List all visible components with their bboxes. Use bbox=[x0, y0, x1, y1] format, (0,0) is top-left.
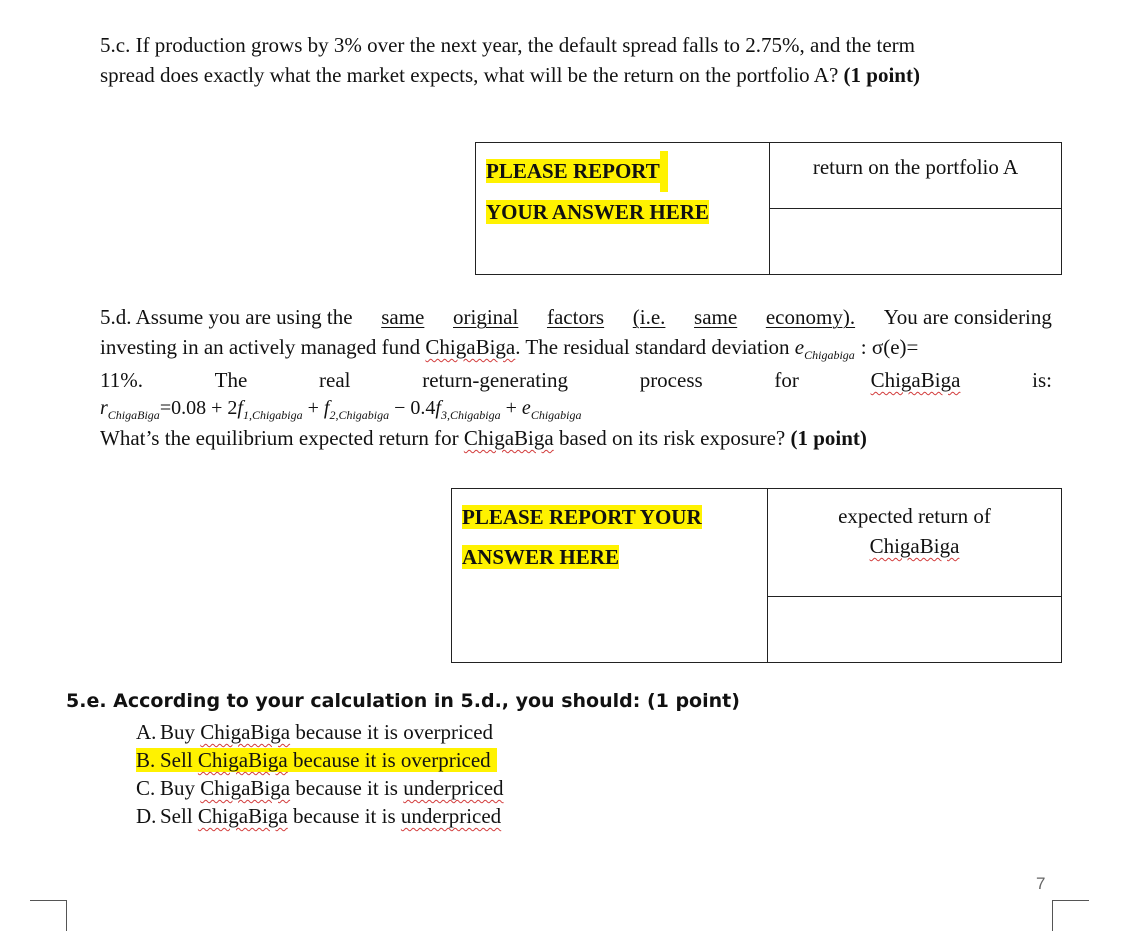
options-5e bbox=[136, 718, 504, 830]
report-cell-5c bbox=[476, 143, 770, 275]
question-5d-line3 bbox=[100, 365, 1052, 395]
option-verb: Buy bbox=[160, 720, 196, 744]
q5d-text-2: You are considering bbox=[883, 305, 1052, 329]
option-text: because it is bbox=[295, 776, 398, 800]
q5d-line3-word: process bbox=[639, 368, 703, 392]
q5d-original: original bbox=[453, 305, 519, 329]
q5d-question-text: What’s the equilibrium expected return for bbox=[100, 426, 459, 450]
question-5c-line2 bbox=[100, 60, 1060, 90]
q5d-line3-word: return-generating bbox=[422, 368, 568, 392]
q5d-residual-e-sub: Chigabiga bbox=[804, 348, 855, 362]
answer-box-5d bbox=[451, 488, 1062, 663]
q5d-same: same bbox=[381, 305, 425, 329]
option-a[interactable] bbox=[136, 718, 504, 746]
option-d[interactable] bbox=[136, 802, 504, 830]
formula-f3: f bbox=[435, 397, 441, 419]
report-label-5c bbox=[486, 151, 769, 233]
header-cell-5c: return on the portfolio A bbox=[770, 143, 1062, 209]
answer-input-cell-5d[interactable] bbox=[768, 597, 1062, 663]
formula-plus2: + bbox=[500, 397, 522, 419]
q5d-ie: (i.e. bbox=[632, 305, 666, 329]
report-line1-5c: PLEASE REPORT bbox=[486, 159, 660, 183]
q5d-line2-text-b: . The residual standard deviation bbox=[515, 335, 790, 359]
q5d-text-1: 5.d. Assume you are using the bbox=[100, 305, 353, 329]
page-number: 7 bbox=[1036, 874, 1046, 893]
option-verb: Sell bbox=[160, 748, 193, 772]
header-5d-line2: ChigaBiga bbox=[869, 534, 960, 558]
question-5c-line1: 5.c. If production grows by 3% over the next year, the default spread falls to 2.75%, and the term bbox=[100, 33, 915, 57]
formula-plus1: + bbox=[302, 397, 324, 419]
header-5d-line1: expected return of bbox=[838, 504, 991, 528]
q5d-sigma: : σ(e)= bbox=[860, 335, 919, 359]
q5d-economy: economy). bbox=[765, 305, 856, 329]
q5d-line2-text: investing in an actively managed fund bbox=[100, 335, 421, 359]
formula bbox=[100, 395, 1060, 423]
header-cell-5d bbox=[768, 489, 1062, 597]
question-5d bbox=[100, 302, 1060, 453]
q5d-residual-e: e bbox=[794, 335, 805, 359]
question-5d-line1 bbox=[100, 302, 1052, 332]
option-underpriced: underpriced bbox=[400, 804, 502, 828]
formula-e-sub: Chigabiga bbox=[530, 408, 582, 422]
question-5c-line2-text: spread does exactly what the market expects, what will be the return on the portfolio A? bbox=[100, 63, 839, 87]
q5d-line3-word: is: bbox=[1032, 368, 1052, 392]
q5d-line3-word: ChigaBiga bbox=[870, 368, 961, 392]
answer-box-5c bbox=[475, 142, 1062, 275]
question-5d-line2 bbox=[100, 332, 1052, 365]
option-text: because it is bbox=[293, 804, 396, 828]
question-5d-line5 bbox=[100, 423, 1060, 453]
question-5e: 5.e. According to your calculation in 5.d., you should: (1 point) bbox=[66, 690, 740, 712]
option-letter: C. bbox=[136, 776, 156, 800]
q5d-question-text-b: based on its risk exposure? bbox=[558, 426, 786, 450]
option-c[interactable] bbox=[136, 774, 504, 802]
q5d-line3-word: real bbox=[319, 368, 351, 392]
formula-r: r bbox=[100, 397, 108, 419]
option-fund: ChigaBiga bbox=[197, 748, 288, 772]
report-label-5d bbox=[462, 497, 767, 577]
option-letter: B. bbox=[136, 748, 156, 772]
report-line1-5d: PLEASE REPORT YOUR bbox=[462, 505, 702, 529]
report-line2-5c: YOUR ANSWER HERE bbox=[486, 200, 709, 224]
formula-f3-sub: 3,Chigabiga bbox=[440, 408, 501, 422]
formula-f2-sub: 2,Chigabiga bbox=[329, 408, 390, 422]
option-underpriced: underpriced bbox=[403, 776, 504, 800]
option-b[interactable] bbox=[136, 746, 504, 774]
question-5d-points: (1 point) bbox=[790, 426, 867, 450]
formula-minus: − 0.4 bbox=[389, 397, 436, 419]
formula-eq: =0.08 + 2 bbox=[159, 397, 238, 419]
q5d-line3-word: for bbox=[774, 368, 799, 392]
option-fund: ChigaBiga bbox=[197, 804, 288, 828]
option-letter: D. bbox=[136, 804, 157, 828]
q5d-factors: factors bbox=[546, 305, 605, 329]
q5d-line3-word: The bbox=[214, 368, 248, 392]
answer-input-cell-5c[interactable] bbox=[770, 209, 1062, 275]
report-cell-5d bbox=[452, 489, 768, 663]
formula-f1-sub: 1,Chigabiga bbox=[242, 408, 303, 422]
q5d-fund-name: ChigaBiga bbox=[425, 335, 516, 359]
option-verb: Sell bbox=[160, 804, 193, 828]
option-text: because it is overpriced bbox=[293, 748, 491, 772]
formula-f1: f bbox=[237, 397, 243, 419]
question-5c-points: (1 point) bbox=[843, 63, 920, 87]
formula-e: e bbox=[521, 397, 531, 419]
question-5c bbox=[100, 30, 1060, 90]
option-letter: A. bbox=[136, 720, 157, 744]
option-fund: ChigaBiga bbox=[200, 776, 291, 800]
option-fund: ChigaBiga bbox=[200, 720, 291, 744]
q5d-question-fund: ChigaBiga bbox=[463, 426, 554, 450]
corner-mark-right bbox=[1052, 900, 1089, 931]
option-verb: Buy bbox=[160, 776, 196, 800]
formula-f2: f bbox=[323, 397, 330, 419]
corner-mark-left bbox=[30, 900, 67, 931]
formula-r-sub: ChigaBiga bbox=[107, 408, 160, 422]
q5d-same2: same bbox=[694, 305, 738, 329]
report-line2-5d: ANSWER HERE bbox=[462, 545, 619, 569]
option-text: because it is overpriced bbox=[295, 720, 494, 744]
q5d-line3-word: 11%. bbox=[100, 368, 143, 392]
